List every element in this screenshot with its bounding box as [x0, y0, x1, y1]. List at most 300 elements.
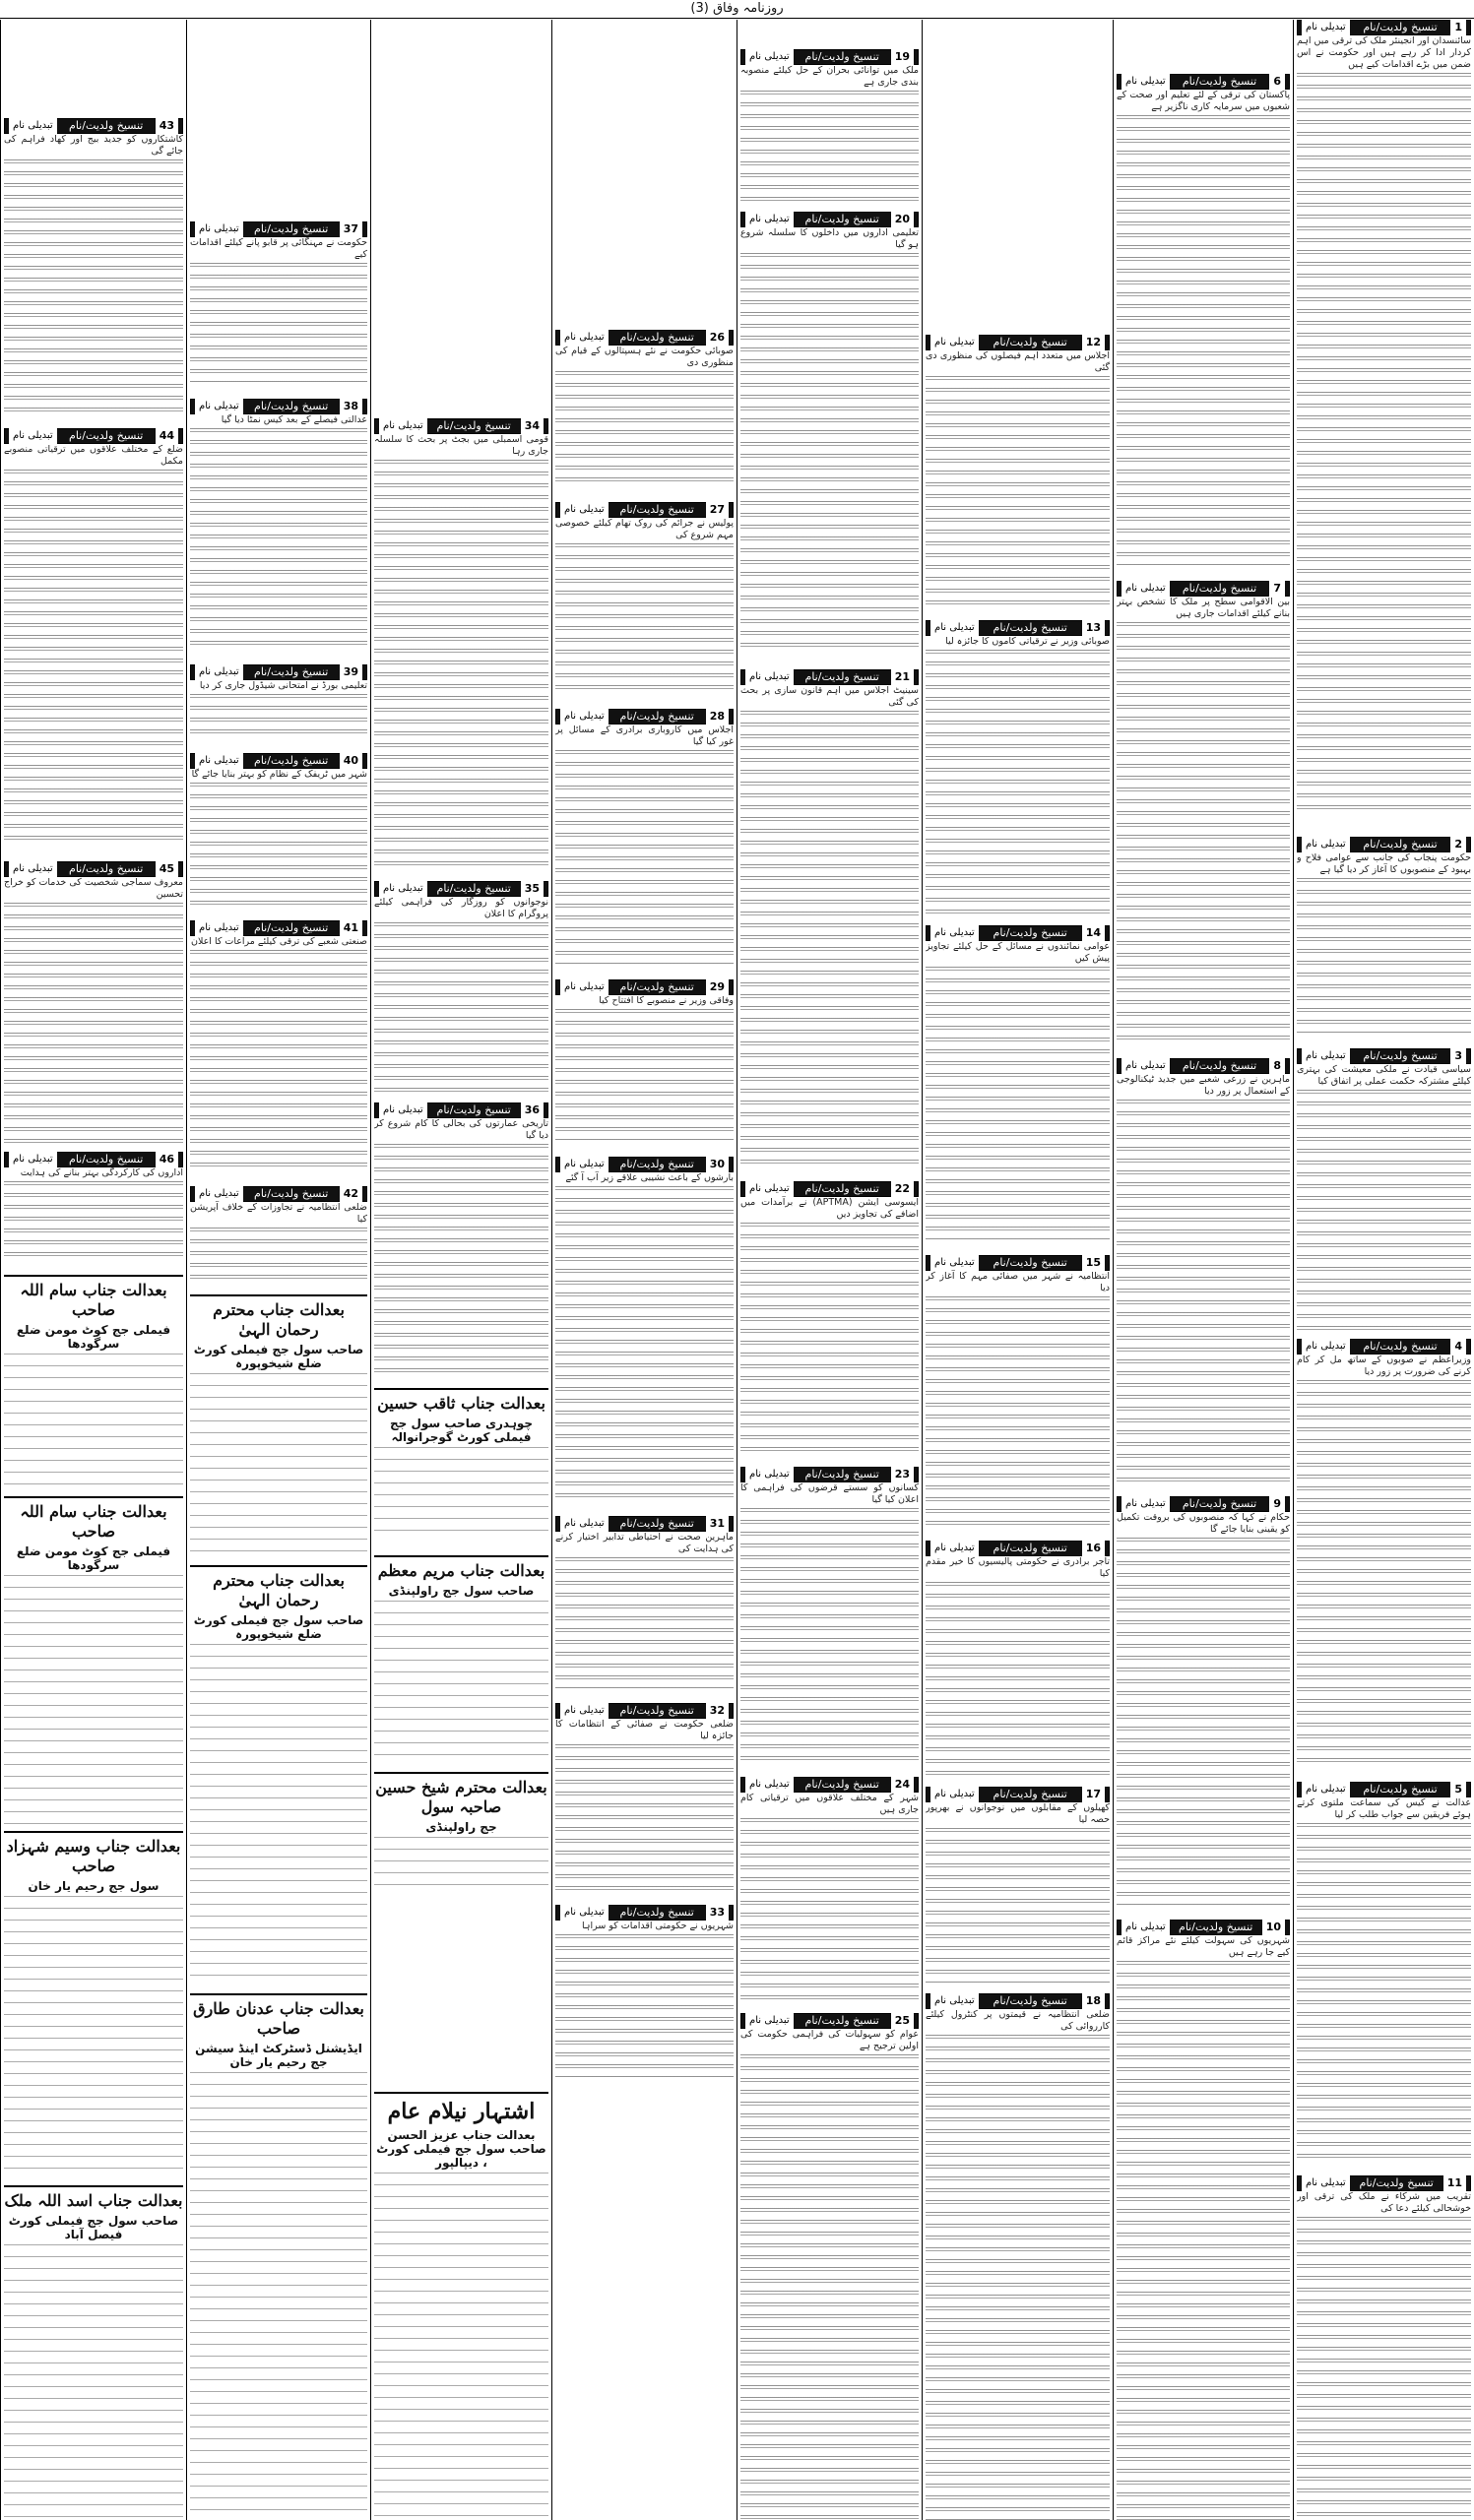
- court-notice: [190, 1294, 367, 1556]
- block-heading: تنسیخ ولدیت/نام: [619, 331, 694, 344]
- block-number: 39: [340, 664, 362, 680]
- body-text-lines: [1297, 1823, 1471, 2166]
- block-text: حکومت پنجاب کی جانب سے عوامی فلاح و بہبود کے منصوبوں کا آغاز کر دیا گیا ہے: [1297, 852, 1471, 875]
- body-text-lines: [1117, 1961, 1290, 2520]
- block-header: [740, 49, 919, 65]
- block-tag: تبدیلی نام: [930, 1541, 979, 1556]
- block-number: 44: [156, 428, 178, 444]
- block-text: معروف سماجی شخصیت کی خدمات کو خراج تحسین: [4, 877, 183, 900]
- notice-block-30: [555, 1157, 734, 1501]
- block-header: [190, 221, 367, 237]
- block-header: [1117, 1920, 1290, 1935]
- block-heading: تنسیخ ولدیت/نام: [619, 503, 694, 516]
- block-heading: تنسیخ ولدیت/نام: [619, 710, 694, 723]
- notice-block-36: [374, 1102, 548, 1378]
- block-heading: تنسیخ ولدیت/نام: [619, 1906, 694, 1919]
- block-header: [555, 1703, 734, 1719]
- court-notice-body: [4, 1575, 183, 1827]
- block-text: صوبائی وزیر نے ترقیاتی کاموں کا جائزہ لیا: [945, 636, 1110, 647]
- column-6: [370, 20, 551, 2520]
- body-text-lines: [926, 1296, 1110, 1531]
- block-heading: تنسیخ ولدیت/نام: [254, 665, 329, 678]
- block-number: 11: [1443, 2175, 1466, 2191]
- block-text: عدالت نے کیس کی سماعت ملتوی کرتے ہوئے فریقین سے جواب طلب کر لیا: [1297, 1797, 1471, 1820]
- block-tag: تبدیلی نام: [745, 669, 794, 685]
- block-text: حکام نے کہا کہ منصوبوں کی بروقت تکمیل کو یقینی بنایا جائے گا: [1117, 1512, 1290, 1535]
- block-number: 12: [1082, 335, 1105, 350]
- block-header: [190, 920, 367, 936]
- block-number: 3: [1450, 1048, 1466, 1064]
- court-notice-body: [374, 1601, 548, 1758]
- newspaper-grid: [0, 20, 1474, 2520]
- body-text-lines: [926, 1828, 1110, 1984]
- block-text: ضلعی حکومت نے صفائی کے انتظامات کا جائزہ لیا: [555, 1719, 734, 1741]
- notice-block-22: [740, 1181, 919, 1452]
- block-tag: تبدیلی نام: [745, 212, 794, 227]
- court-notice-body: [374, 1447, 548, 1542]
- notice-block-14: [926, 925, 1110, 1240]
- body-text-lines: [555, 1557, 734, 1688]
- court-notice-title: بعدالت جناب محترم رحمان الہیٰ: [213, 1571, 345, 1609]
- court-notice-body: [4, 2244, 183, 2520]
- notice-block-35: [374, 881, 548, 1093]
- block-number: 6: [1269, 74, 1285, 90]
- block-tag: تبدیلی نام: [1302, 1048, 1350, 1064]
- column-7: [186, 20, 370, 2520]
- block-header: [555, 1157, 734, 1172]
- court-notice: [374, 1772, 548, 1886]
- body-text-lines: [926, 967, 1110, 1240]
- block-text: ضلعی انتظامیہ نے تجاوزات کے خلاف آپریشن کیا: [190, 1202, 367, 1225]
- block-header: [740, 1777, 919, 1793]
- court-notice-subtitle: سول جج رحیم یار خان: [28, 1879, 160, 1893]
- block-text: پولیس نے جرائم کی روک تھام کیلئے خصوصی مہم شروع کی: [555, 518, 734, 540]
- block-heading: تنسیخ ولدیت/نام: [804, 2014, 879, 2027]
- body-text-lines: [926, 650, 1110, 915]
- notice-block-24: [740, 1777, 919, 2003]
- block-header: [1117, 581, 1290, 597]
- block-tag: تبدیلی نام: [1122, 1920, 1170, 1935]
- body-text-lines: [4, 470, 183, 847]
- block-header: [555, 502, 734, 518]
- block-number: 1: [1450, 20, 1466, 35]
- block-header: [740, 212, 919, 227]
- block-header: [555, 979, 734, 995]
- block-number: 35: [521, 881, 544, 897]
- block-heading: تنسیخ ولدیت/نام: [1359, 2176, 1434, 2189]
- court-notice-title: بعدالت جناب سام اللہ صاحب: [20, 1281, 167, 1319]
- block-header: [374, 881, 548, 897]
- block-tag: تبدیلی نام: [745, 2013, 794, 2029]
- body-text-lines: [1297, 878, 1471, 1034]
- court-notice-subtitle: جج راولپنڈی: [425, 1820, 497, 1834]
- body-text-lines: [555, 1744, 734, 1890]
- block-heading: تنسیخ ولدیت/نام: [254, 400, 329, 412]
- block-header: [1297, 1339, 1471, 1354]
- block-number: 46: [156, 1152, 178, 1167]
- block-number: 19: [891, 49, 914, 65]
- block-number: 16: [1082, 1541, 1105, 1556]
- block-text: عوام کو سہولیات کی فراہمی حکومت کی اولین ترجیح ہے: [740, 2029, 919, 2051]
- block-heading: تنسیخ ولدیت/نام: [69, 1153, 144, 1166]
- block-text: ایسوسی ایشن (APTMA) نے برآمدات میں اضافے کی تجاویز دیں: [740, 1197, 919, 1220]
- body-text-lines: [1117, 1538, 1290, 1905]
- block-header: [4, 428, 183, 444]
- block-number: 31: [706, 1516, 729, 1532]
- block-heading: تنسیخ ولدیت/نام: [1182, 582, 1257, 595]
- block-tag: تبدیلی نام: [560, 502, 609, 518]
- block-header: [374, 1102, 548, 1118]
- body-text-lines: [740, 91, 919, 207]
- notice-block-15: [926, 1255, 1110, 1531]
- block-heading: تنسیخ ولدیت/نام: [1363, 1049, 1438, 1062]
- court-notice-body: [4, 1354, 183, 1487]
- court-notice-title: بعدالت جناب محترم رحمان الہیٰ: [213, 1300, 345, 1339]
- block-tag: تبدیلی نام: [745, 1181, 794, 1197]
- block-header: [374, 418, 548, 434]
- court-notice-subtitle: فیملی جج کوٹ مومن ضلع سرگودھا: [16, 1544, 171, 1572]
- block-tag: تبدیلی نام: [1302, 1782, 1350, 1797]
- block-text: کسانوں کو سستے قرضوں کی فراہمی کا اعلان کیا گیا: [740, 1482, 919, 1505]
- block-number: 28: [706, 709, 729, 724]
- block-heading: تنسیخ ولدیت/نام: [993, 1788, 1067, 1800]
- block-tag: تبدیلی نام: [195, 399, 243, 414]
- block-tag: تبدیلی نام: [560, 1516, 609, 1532]
- block-number: 43: [156, 118, 178, 134]
- body-text-lines: [926, 2035, 1110, 2520]
- notice-block-2: [1297, 837, 1471, 1034]
- notice-block-32: [555, 1703, 734, 1890]
- notice-block-43: [4, 118, 183, 413]
- block-number: 7: [1269, 581, 1285, 597]
- block-number: 38: [340, 399, 362, 414]
- court-notice: [4, 2185, 183, 2520]
- block-header: [740, 669, 919, 685]
- block-number: 10: [1262, 1920, 1285, 1935]
- block-heading: تنسیخ ولدیت/نام: [619, 1704, 694, 1717]
- block-header: [926, 620, 1110, 636]
- block-text: کھیلوں کے مقابلوں میں نوجوانوں نے بھرپور حصہ لیا: [926, 1802, 1110, 1825]
- block-tag: تبدیلی نام: [195, 753, 243, 769]
- block-number: 9: [1269, 1496, 1285, 1512]
- body-text-lines: [190, 1228, 367, 1280]
- notice-block-34: [374, 418, 548, 866]
- block-number: 17: [1082, 1787, 1105, 1802]
- block-tag: تبدیلی نام: [930, 335, 979, 350]
- block-text: وزیراعظم نے صوبوں کے ساتھ مل کر کام کرنے کی ضرورت پر زور دیا: [1297, 1354, 1471, 1377]
- block-text: ضلع کے مختلف علاقوں میں ترقیاتی منصوبے مکمل: [4, 444, 183, 467]
- block-number: 21: [891, 669, 914, 685]
- block-heading: تنسیخ ولدیت/نام: [993, 1256, 1067, 1269]
- body-text-lines: [1117, 622, 1290, 1043]
- block-header: [740, 2013, 919, 2029]
- court-notice: [190, 1565, 367, 1980]
- body-text-lines: [740, 2054, 919, 2520]
- block-heading: تنسیخ ولدیت/نام: [69, 429, 144, 442]
- block-header: [4, 861, 183, 877]
- notice-block-19: [740, 49, 919, 207]
- court-notice-subtitle: صاحب سول جج فیملی کورٹ ضلع شیخوپورہ: [193, 1613, 364, 1641]
- court-notice-body: [190, 1373, 367, 1556]
- block-heading: تنسیخ ولدیت/نام: [619, 980, 694, 993]
- block-heading: تنسیخ ولدیت/نام: [1363, 21, 1438, 33]
- block-number: 20: [891, 212, 914, 227]
- block-tag: تبدیلی نام: [195, 664, 243, 680]
- block-text: صوبائی حکومت نے نئے ہسپتالوں کے قیام کی منظوری دی: [555, 346, 734, 368]
- court-notice-title: بعدالت جناب وسیم شہزاد صاحب: [6, 1837, 181, 1875]
- block-text: سائنسدان اور انجینئر ملک کی ترقی میں اہم کردار ادا کر رہے ہیں اور حکومت نے اس ضمن میں بڑے اقدامات کیے ہیں: [1297, 35, 1471, 70]
- block-heading: تنسیخ ولدیت/نام: [254, 1187, 329, 1200]
- block-tag: تبدیلی نام: [379, 881, 427, 897]
- block-tag: تبدیلی نام: [9, 861, 57, 877]
- block-number: 24: [891, 1777, 914, 1793]
- block-number: 22: [891, 1181, 914, 1197]
- court-notice-body: [190, 2072, 367, 2520]
- block-tag: تبدیلی نام: [1302, 837, 1350, 852]
- block-header: [1297, 20, 1471, 35]
- court-notice-body: [374, 1837, 548, 1886]
- block-header: [190, 399, 367, 414]
- block-heading: تنسیخ ولدیت/نام: [804, 50, 879, 63]
- notice-block-31: [555, 1516, 734, 1688]
- block-heading: تنسیخ ولدیت/نام: [619, 1517, 694, 1530]
- block-text: نوجوانوں کو روزگار کی فراہمی کیلئے پروگرام کا اعلان: [374, 897, 548, 919]
- block-tag: تبدیلی نام: [560, 330, 609, 346]
- notice-block-10: [1117, 1920, 1290, 2520]
- block-heading: تنسیخ ولدیت/نام: [1363, 1783, 1438, 1796]
- block-header: [926, 1993, 1110, 2009]
- block-number: 45: [156, 861, 178, 877]
- notice-block-37: [190, 221, 367, 384]
- court-notice: [4, 1831, 183, 2172]
- block-text: شہریوں نے حکومتی اقدامات کو سراہا: [582, 1921, 734, 1931]
- block-header: [926, 1787, 1110, 1802]
- block-text: اجلاس میں متعدد اہم فیصلوں کی منظوری دی گئی: [926, 350, 1110, 373]
- block-text: پاکستان کی ترقی کے لئے تعلیم اور صحت کے شعبوں میں سرمایہ کاری ناگزیر ہے: [1117, 90, 1290, 112]
- block-text: ماہرین نے زرعی شعبے میں جدید ٹیکنالوجی کے استعمال پر زور دیا: [1117, 1074, 1290, 1097]
- court-notice-subtitle: صاحب سول جج فیملی کورٹ فیصل آباد: [8, 2214, 179, 2241]
- block-tag: تبدیلی نام: [1122, 74, 1170, 90]
- notice-block-33: [555, 1905, 734, 2077]
- block-text: سینیٹ اجلاس میں اہم قانون سازی پر بحث کی گئی: [740, 685, 919, 708]
- block-number: 15: [1082, 1255, 1105, 1271]
- block-header: [4, 118, 183, 134]
- block-number: 8: [1269, 1058, 1285, 1074]
- block-tag: تبدیلی نام: [195, 920, 243, 936]
- notice-block-17: [926, 1787, 1110, 1984]
- block-heading: تنسیخ ولدیت/نام: [993, 1542, 1067, 1554]
- masthead: [0, 0, 1474, 19]
- court-notice: [4, 1496, 183, 1827]
- block-number: 37: [340, 221, 362, 237]
- column-8: [0, 20, 186, 2520]
- court-notice: [190, 1993, 367, 2520]
- block-tag: تبدیلی نام: [9, 428, 57, 444]
- block-heading: تنسیخ ولدیت/نام: [69, 119, 144, 132]
- body-text-lines: [1117, 1100, 1290, 1481]
- block-header: [1297, 2175, 1471, 2191]
- block-number: 18: [1082, 1993, 1105, 2009]
- block-tag: تبدیلی نام: [745, 1467, 794, 1482]
- notice-block-5: [1297, 1782, 1471, 2166]
- block-number: 2: [1450, 837, 1466, 852]
- block-tag: تبدیلی نام: [1302, 20, 1350, 35]
- column-2: [1113, 20, 1293, 2520]
- court-notice-subtitle: فیملی جج کوٹ مومن ضلع سرگودھا: [16, 1323, 171, 1351]
- court-notice-subtitle: صاحب سول جج راولپنڈی: [388, 1584, 535, 1598]
- block-heading: تنسیخ ولدیت/نام: [804, 1468, 879, 1480]
- notice-block-46: [4, 1152, 183, 1260]
- body-text-lines: [4, 903, 183, 1147]
- court-notice-title: بعدالت جناب مریم معظم: [377, 1561, 545, 1580]
- block-tag: تبدیلی نام: [379, 418, 427, 434]
- block-heading: تنسیخ ولدیت/نام: [254, 222, 329, 235]
- body-text-lines: [926, 376, 1110, 610]
- notice-block-12: [926, 335, 1110, 610]
- block-number: 29: [706, 979, 729, 995]
- notice-block-45: [4, 861, 183, 1147]
- notice-block-18: [926, 1993, 1110, 2520]
- block-heading: تنسیخ ولدیت/نام: [254, 921, 329, 934]
- block-heading: تنسیخ ولدیت/نام: [804, 670, 879, 683]
- block-text: عوامی نمائندوں نے مسائل کے حل کیلئے تجاویز پیش کیں: [926, 941, 1110, 964]
- body-text-lines: [1297, 2217, 1471, 2520]
- court-notice-title: بعدالت جناب ثاقب حسین: [377, 1394, 545, 1413]
- block-text: سیاسی قیادت نے ملکی معیشت کی بہتری کیلئے مشترکہ حکمت عملی پر اتفاق کیا: [1297, 1064, 1471, 1087]
- block-number: 4: [1450, 1339, 1466, 1354]
- block-header: [1297, 1048, 1471, 1064]
- notice-block-27: [555, 502, 734, 694]
- block-text: اجلاس میں کاروباری برادری کے مسائل پر غور کیا گیا: [555, 724, 734, 747]
- block-header: [1297, 1782, 1471, 1797]
- block-number: 30: [706, 1157, 729, 1172]
- block-text: بارشوں کے باعث نشیبی علاقے زیر آب آ گئے: [565, 1172, 734, 1183]
- block-text: صنعتی شعبے کی ترقی کیلئے مراعات کا اعلان: [190, 936, 367, 947]
- body-text-lines: [374, 460, 548, 866]
- notice-block-13: [926, 620, 1110, 915]
- block-tag: تبدیلی نام: [9, 1152, 57, 1167]
- block-header: [4, 1152, 183, 1167]
- block-header: [190, 1186, 367, 1202]
- block-header: [190, 664, 367, 680]
- notice-block-7: [1117, 581, 1290, 1043]
- court-notice-body: [374, 2173, 548, 2520]
- court-notice-body: [4, 1896, 183, 2172]
- block-tag: تبدیلی نام: [1122, 581, 1170, 597]
- block-heading: تنسیخ ولدیت/نام: [1182, 1059, 1257, 1072]
- block-heading: تنسیخ ولدیت/نام: [254, 754, 329, 767]
- block-tag: تبدیلی نام: [930, 925, 979, 941]
- block-tag: تبدیلی نام: [1302, 2175, 1350, 2191]
- court-notice-body: [190, 1644, 367, 1980]
- block-number: 25: [891, 2013, 914, 2029]
- block-tag: تبدیلی نام: [930, 1255, 979, 1271]
- block-heading: تنسیخ ولدیت/نام: [436, 1103, 511, 1116]
- block-text: تعلیمی بورڈ نے امتحانی شیڈول جاری کر دیا: [199, 680, 367, 691]
- block-number: 23: [891, 1467, 914, 1482]
- body-text-lines: [740, 1818, 919, 2003]
- block-header: [740, 1181, 919, 1197]
- block-text: تاجر برادری نے حکومتی پالیسیوں کا خیر مقدم کیا: [926, 1556, 1110, 1579]
- notice-block-28: [555, 709, 734, 965]
- notice-block-4: [1297, 1339, 1471, 1762]
- court-notice-subtitle: صاحب سول جج فیملی کورٹ ضلع شیخوپورہ: [193, 1343, 364, 1370]
- notice-block-39: [190, 664, 367, 738]
- body-text-lines: [555, 371, 734, 487]
- block-header: [1117, 1496, 1290, 1512]
- block-header: [555, 709, 734, 724]
- block-number: 5: [1450, 1782, 1466, 1797]
- notice-block-20: [740, 212, 919, 655]
- body-text-lines: [1297, 1380, 1471, 1762]
- column-3: [922, 20, 1113, 2520]
- body-text-lines: [1297, 1090, 1471, 1334]
- block-heading: تنسیخ ولدیت/نام: [1363, 1340, 1438, 1353]
- body-text-lines: [1297, 73, 1471, 817]
- notice-block-16: [926, 1541, 1110, 1777]
- block-header: [555, 1905, 734, 1921]
- block-text: کاشتکاروں کو جدید بیج اور کھاد فراہم کی جائے گی: [4, 134, 183, 157]
- body-text-lines: [555, 1934, 734, 2077]
- block-tag: تبدیلی نام: [9, 118, 57, 134]
- block-number: 34: [521, 418, 544, 434]
- body-text-lines: [190, 263, 367, 384]
- body-text-lines: [555, 1186, 734, 1501]
- block-heading: تنسیخ ولدیت/نام: [1182, 75, 1257, 88]
- block-text: وفاقی وزیر نے منصوبے کا افتتاح کیا: [599, 995, 734, 1006]
- body-text-lines: [190, 950, 367, 1171]
- block-number: 14: [1082, 925, 1105, 941]
- body-text-lines: [374, 1144, 548, 1378]
- body-text-lines: [4, 1181, 183, 1260]
- block-number: 40: [340, 753, 362, 769]
- notice-block-26: [555, 330, 734, 487]
- block-tag: تبدیلی نام: [560, 979, 609, 995]
- block-number: 13: [1082, 620, 1105, 636]
- block-tag: تبدیلی نام: [1122, 1496, 1170, 1512]
- court-notice: [4, 1275, 183, 1487]
- block-heading: تنسیخ ولدیت/نام: [436, 419, 511, 432]
- block-heading: تنسیخ ولدیت/نام: [993, 621, 1067, 634]
- block-heading: تنسیخ ولدیت/نام: [804, 213, 879, 225]
- block-heading: تنسیخ ولدیت/نام: [1179, 1921, 1253, 1933]
- column-5: [551, 20, 737, 2520]
- block-header: [740, 1467, 919, 1482]
- block-tag: تبدیلی نام: [195, 1186, 243, 1202]
- block-number: 33: [706, 1905, 729, 1921]
- body-text-lines: [374, 922, 548, 1093]
- block-number: 32: [706, 1703, 729, 1719]
- block-heading: تنسیخ ولدیت/نام: [804, 1182, 879, 1195]
- block-tag: تبدیلی نام: [930, 620, 979, 636]
- block-header: [1297, 837, 1471, 852]
- court-notice-subtitle: بعدالت جناب عزیز الحسن صاحب سول جج فیملی کورٹ ، دیپالپور: [376, 2128, 546, 2170]
- block-heading: تنسیخ ولدیت/نام: [69, 862, 144, 875]
- block-heading: تنسیخ ولدیت/نام: [804, 1778, 879, 1791]
- court-notice-subtitle: ایڈیشنل ڈسٹرکٹ اینڈ سیشن جج رحیم یار خان: [195, 2042, 362, 2069]
- block-text: شہریوں کی سہولت کیلئے نئے مراکز قائم کیے جا رہے ہیں: [1117, 1935, 1290, 1958]
- block-tag: تبدیلی نام: [1122, 1058, 1170, 1074]
- page-title: روزنامہ وفاق (3): [690, 1, 784, 16]
- block-number: 41: [340, 920, 362, 936]
- block-tag: تبدیلی نام: [379, 1102, 427, 1118]
- notice-block-8: [1117, 1058, 1290, 1481]
- notice-block-21: [740, 669, 919, 1166]
- body-text-lines: [555, 1009, 734, 1142]
- body-text-lines: [1117, 115, 1290, 566]
- court-notice-title: اشتہار نیلام عام: [387, 2099, 536, 2124]
- block-number: 26: [706, 330, 729, 346]
